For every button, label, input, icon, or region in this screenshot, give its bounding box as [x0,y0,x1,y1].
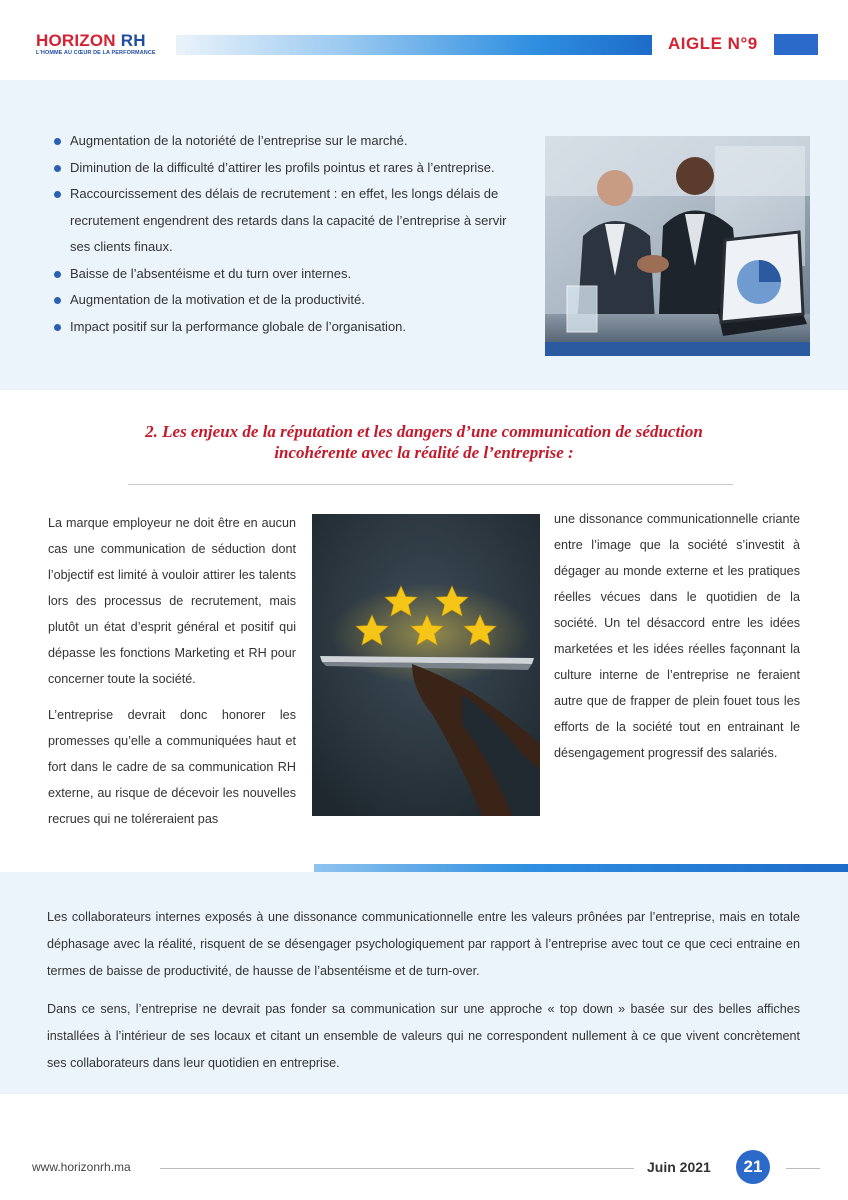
footer-rule-end [786,1168,820,1169]
conclusion-panel [0,872,848,1094]
section-divider-bar [314,864,848,872]
section-heading-line1: 2. Les enjeux de la réputation et les dangers d’une communication de séduction [145,422,703,441]
list-item-text: Diminution de la difficulté d’attirer les profils pointus et rares à l’entreprise. [70,159,495,175]
page-header [0,0,848,80]
handshake-photo [545,136,810,356]
bullet-icon [54,138,61,145]
right-text-column [554,506,800,776]
list-item-text: Augmentation de la motivation et de la productivité. [70,292,365,307]
right-paragraph-1: une dissonance communicationnelle criante entre l’image que la société s’investit à dégager au monde externe et les pratiques réelles vécues dans le quotidien de la société. Un tel désaccord entre les idées marketées et les idées réelles façonnant la culture interne de l’entreprise ne feraient autre que de frapper de plein fouet tous les efforts de la société tout en entrainant le désengagement progressif des salariés. [554,512,800,760]
conclusion-text [47,904,800,1088]
section-heading [100,421,748,463]
issue-label: AIGLE N°9 [668,34,758,53]
list-item [50,181,530,261]
rating-stars-photo [312,514,540,816]
left-text-column [48,510,296,842]
header-gradient-bar [176,35,652,55]
page-number-badge: 21 [736,1150,770,1184]
list-item [50,128,530,155]
list-item-text: Raccourcissement des délais de recrutement : en effet, les longs délais de recrutement engendrent des retards dans la capacité de l’entreprise à servir ses clients finaux. [70,186,507,254]
list-item [50,287,530,314]
logo-tagline: L'HOMME AU CŒUR DE LA PERFORMANCE [36,50,156,56]
list-item-text: Augmentation de la notoriété de l’entreprise sur le marché. [70,133,408,148]
benefits-panel [0,80,848,390]
conclusion-paragraph-1: Les collaborateurs internes exposés à une dissonance communicationnelle entre les valeurs prônées par l’entreprise, mais en totale déphasage avec la réalité, risquent de se désengager psychologiquement par rapport à l’entreprise avec tout ce que ceci entraine en termes de baisse de productivité, de hausse de l’absentéisme et de turn-over. [47,910,800,978]
list-item [50,314,530,341]
list-item [50,155,530,182]
footer-date: Juin 2021 [647,1159,711,1175]
left-paragraph-1: La marque employeur ne doit être en aucun cas une communication de séduction dont l’objectif est limité à vouloir attirer les talents lors des processus de recrutement, mais plutôt un état d’esprit général et positif qui dépasse les fonctions Marketing et RH pour concerner toute la société. [48,516,296,686]
logo-horizon-text: HORIZON [36,31,116,50]
footer-rule [160,1168,634,1169]
logo [36,32,156,56]
issue-accent-box [774,34,818,55]
conclusion-paragraph-2: Dans ce sens, l’entreprise ne devrait pas fonder sa communication sur une approche « top down » basée sur des belles affiches installées à l’intérieur de ses locaux et citant un ensemble de valeurs qui ne correspondent nullement à ce que vivent concrètement ses collaborateurs dans leur quotidien en entreprise. [47,1002,800,1070]
bullet-icon [54,324,61,331]
list-item [50,261,530,288]
bullet-icon [54,165,61,172]
bullet-icon [54,191,61,198]
list-item-text: Baisse de l’absentéisme et du turn over internes. [70,265,352,281]
bullet-icon [54,297,61,304]
footer-website-link[interactable]: www.horizonrh.ma [32,1160,131,1174]
logo-rh-text: RH [120,31,146,50]
heading-divider [128,484,733,485]
benefits-list [50,128,530,340]
left-paragraph-2: L’entreprise devrait donc honorer les promesses qu’elle a communiquées haut et fort dans le cadre de sa communication RH externe, au risque de décevoir les nouvelles recrues qui ne toléreraient pas [48,708,296,826]
section-heading-line2: incohérente avec la réalité de l’entreprise : [274,443,574,462]
bullet-icon [54,271,61,278]
list-item-text: Impact positif sur la performance globale de l’organisation. [70,318,407,334]
